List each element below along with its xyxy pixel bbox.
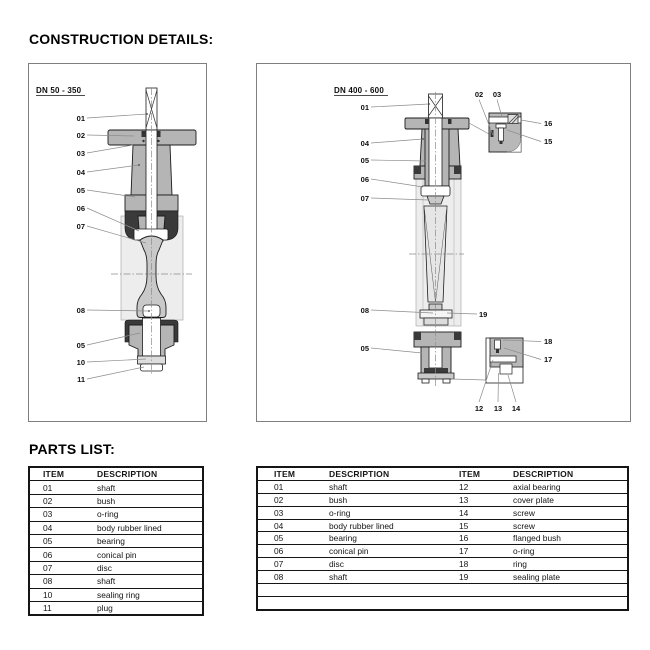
description-cell [497,596,628,609]
description-cell: bush [84,494,203,507]
bottom-foot [422,379,429,383]
item-cell: 17 [443,545,497,558]
table-header-row [29,467,203,481]
table-row [29,534,203,547]
item-cell: 04 [257,519,313,532]
parts-list-title: PARTS LIST: [29,441,115,457]
callout-14: 14 [511,404,521,413]
bottom-shoulder [414,332,461,347]
valve-drawing-dn50-350 [29,64,206,421]
callout-05b: 05 [360,344,369,353]
callout-06: 06 [360,175,369,184]
callout-18: 18 [544,337,553,346]
table-row [257,571,628,584]
description-cell: screw [497,519,628,532]
description-cell: axial bearing [497,480,628,493]
table-row [257,480,628,493]
valve-drawing-dn400-600 [257,64,630,421]
valve-cross-section [108,88,196,374]
callout-16: 16 [544,119,553,128]
parts-table-dn400-600 [256,466,629,611]
item-cell [443,584,497,597]
callout-13: 13 [493,404,503,413]
item-cell: 08 [29,575,84,588]
callout-01: 01 [76,114,85,123]
screw-tip [500,141,503,144]
callout-05b: 05 [76,341,85,350]
description-cell: o-ring [84,508,203,521]
description-cell [313,584,443,597]
description-cell: bush [313,493,443,506]
lower-detail-inset [451,338,523,383]
item-cell [443,596,497,609]
table-row [29,601,203,615]
item-cell: 01 [29,481,84,494]
seal-notch [414,166,421,174]
table-row [257,532,628,545]
description-cell: shaft [313,571,443,584]
table-row-empty [257,584,628,597]
item-cell: 11 [29,601,84,615]
o-ring-detail [142,140,144,142]
callout-12: 12 [474,404,484,413]
description-cell: flanged bush [497,532,628,545]
item-cell: 03 [257,506,313,519]
diagram-panel-dn50-350 [28,63,207,422]
description-cell: disc [313,558,443,571]
description-cell: o-ring [313,506,443,519]
bush-detail [425,119,429,124]
description-cell [313,596,443,609]
callout-labels [77,114,86,384]
description-cell: shaft [84,575,203,588]
callout-07: 07 [76,222,85,231]
sealing-plate-lower [424,318,448,325]
table-row [257,545,628,558]
description-cell: sealing plate [497,571,628,584]
item-header: ITEM [443,467,497,480]
item-cell: 10 [29,588,84,601]
item-cell: 01 [257,480,313,493]
description-cell: o-ring [497,545,628,558]
callout-10: 10 [76,358,85,367]
callout-06: 06 [76,204,85,213]
description-cell: cover plate [497,493,628,506]
item-cell [257,584,313,597]
item-cell: 15 [443,519,497,532]
description-cell: plug [84,601,203,615]
description-cell: disc [84,561,203,574]
callout-08: 08 [360,306,369,315]
bottom-foot [443,379,450,383]
item-cell: 04 [29,521,84,534]
table-row [29,521,203,534]
item-cell: 05 [29,534,84,547]
callout-01: 01 [360,103,369,112]
callout-08: 08 [76,306,85,315]
diagram-panel-dn400-600 [256,63,631,422]
sealing-plate [420,310,452,318]
description-cell: conical pin [313,545,443,558]
description-header: DESCRIPTION [84,467,203,481]
description-cell: ring [497,558,628,571]
callout-19: 19 [479,310,488,319]
description-cell: shaft [84,481,203,494]
table-row [257,493,628,506]
item-cell: 02 [257,493,313,506]
parts-table-dn50-350 [28,466,204,616]
table-row [257,506,628,519]
callout-15: 15 [544,137,553,146]
table-row [29,494,203,507]
callout-07: 07 [360,194,369,203]
callout-02: 02 [76,131,85,140]
seal-notch [454,332,461,340]
callout-02: 02 [474,90,484,99]
table-row [29,588,203,601]
bottom-plate [418,373,454,379]
table-row [29,575,203,588]
table-row [29,481,203,494]
bottom-seal [424,368,448,373]
cover-plate [490,356,516,362]
description-header: DESCRIPTION [313,467,443,480]
bush-detail [142,131,146,137]
item-cell: 19 [443,571,497,584]
item-cell: 07 [29,561,84,574]
item-cell: 05 [257,532,313,545]
item-header: ITEM [257,467,313,480]
range-label-dn50-350: DN 50 - 350 [36,86,82,95]
description-header: DESCRIPTION [497,467,628,480]
bush-detail [448,119,452,124]
item-cell: 07 [257,558,313,571]
o-ring-section [491,130,494,137]
o-ring-section [496,349,499,353]
callout-17: 17 [544,355,553,364]
seal-notch [414,332,421,340]
table-row [29,508,203,521]
table-row [257,558,628,571]
table-header-row [257,467,628,480]
item-header: ITEM [29,467,84,481]
description-cell: conical pin [84,548,203,561]
item-cell: 03 [29,508,84,521]
screw-head [496,124,506,128]
item-cell: 16 [443,532,497,545]
range-label-dn400-600: DN 400 - 600 [334,86,384,95]
valve-cross-section [405,92,469,386]
item-cell: 12 [443,480,497,493]
table-row [29,561,203,574]
description-cell: shaft [313,480,443,493]
item-cell: 18 [443,558,497,571]
description-cell: screw [497,506,628,519]
item-cell: 06 [257,545,313,558]
axial-bearing-block [500,364,512,374]
o-ring-detail [157,140,159,142]
item-cell [257,596,313,609]
callout-04: 04 [360,139,369,148]
item-cell: 08 [257,571,313,584]
construction-details-title: CONSTRUCTION DETAILS: [29,31,214,47]
ring-screw [495,340,501,349]
item-cell: 02 [29,494,84,507]
description-cell: bearing [84,534,203,547]
table-row [257,519,628,532]
description-cell: body rubber lined [84,521,203,534]
callout-04: 04 [76,168,85,177]
item-cell: 06 [29,548,84,561]
screw-shank [499,128,504,141]
lower-shaft [143,318,161,356]
description-cell: sealing ring [84,588,203,601]
seal-notch [454,166,461,174]
callout-03: 03 [76,149,85,158]
item-cell: 13 [443,493,497,506]
callout-05: 05 [360,156,369,165]
description-cell [497,584,628,597]
callout-05: 05 [76,186,85,195]
upper-detail-inset [469,113,521,152]
table-row [29,548,203,561]
callout-11: 11 [77,375,85,384]
description-cell: body rubber lined [313,519,443,532]
table-row-empty [257,596,628,609]
callout-03: 03 [492,90,502,99]
description-cell: bearing [313,532,443,545]
item-cell: 14 [443,506,497,519]
